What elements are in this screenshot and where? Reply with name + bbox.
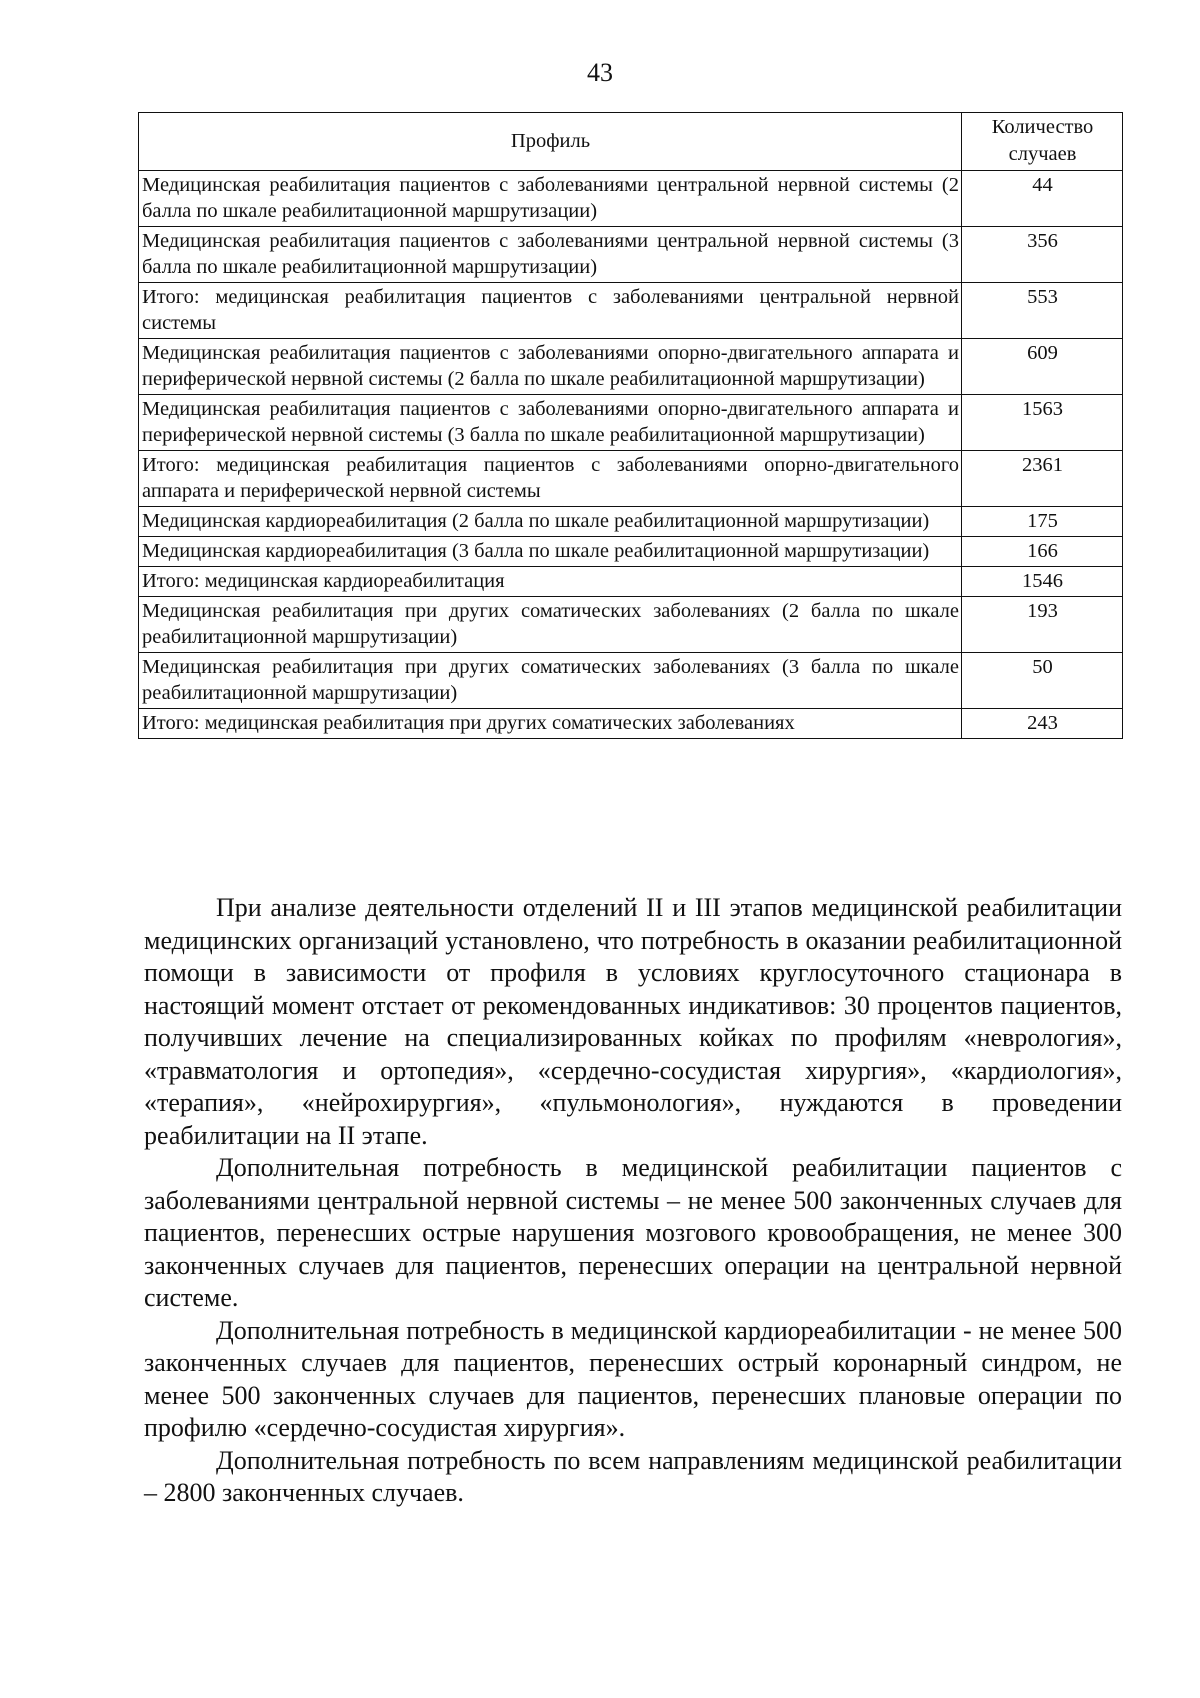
table-row [139, 339, 1123, 395]
table-header-row [139, 113, 1123, 171]
table-row [139, 451, 1123, 507]
table-row [139, 567, 1123, 597]
profile-cell: Медицинская реабилитация пациентов с заболеваниями опорно-двигательного аппарата и периферической нервной системы (2 балла по шкале реабилитационной маршрутизации) [139, 339, 962, 395]
profile-cell: Итого: медицинская кардиореабилитация [139, 567, 962, 597]
profile-cell: Медицинская реабилитация пациентов с заболеваниями центральной нервной системы (2 балла по шкале реабилитационной маршрутизации) [139, 171, 962, 227]
count-cell: 1563 [962, 395, 1123, 451]
profile-cell: Медицинская реабилитация пациентов с заболеваниями центральной нервной системы (3 балла по шкале реабилитационной маршрутизации) [139, 227, 962, 283]
profile-column-header: Профиль [139, 113, 962, 171]
count-cell: 553 [962, 283, 1123, 339]
profile-cell: Медицинская реабилитация при других соматических заболеваниях (2 балла по шкале реабилитационной маршрутизации) [139, 597, 962, 653]
count-cell: 50 [962, 653, 1123, 709]
count-cell: 356 [962, 227, 1123, 283]
profile-cell: Итого: медицинская реабилитация при других соматических заболеваниях [139, 709, 962, 739]
table-row [139, 709, 1123, 739]
count-cell: 609 [962, 339, 1123, 395]
table-row [139, 283, 1123, 339]
table-row [139, 171, 1123, 227]
count-cell: 2361 [962, 451, 1123, 507]
count-cell: 175 [962, 507, 1123, 537]
count-column-header: Количество случаев [962, 113, 1123, 171]
profile-cell: Итого: медицинская реабилитация пациентов с заболеваниями центральной нервной системы [139, 283, 962, 339]
paragraph: При анализе деятельности отделений II и III этапов медицинской реабилитации медицинских организаций установлено, что потребность в оказании реабилитационной помощи в зависимости от профиля в условиях круглосуточного стационара в настоящий момент отстает от рекомендованных индикативов: 30 процентов пациентов, получивших лечение на специализированных койках по профилям «неврология», «травматология и ортопедия», «сердечно-сосудистая хирургия», «кардиология», «терапия», «нейрохирургия», «пульмонология», нуждаются в проведении реабилитации на II этапе. [144, 893, 1122, 1150]
count-cell: 1546 [962, 567, 1123, 597]
paragraph: Дополнительная потребность в медицинской реабилитации пациентов с заболеваниями центральной нервной системы – не менее 500 законченных случаев для пациентов, перенесших острые нарушения мозгового кровообращения, не менее 300 законченных случаев для пациентов, перенесших операции на центральной нервной системе. [144, 1153, 1122, 1312]
table-row [139, 227, 1123, 283]
count-cell: 193 [962, 597, 1123, 653]
profile-cell: Медицинская кардиореабилитация (3 балла по шкале реабилитационной маршрутизации) [139, 537, 962, 567]
table-row [139, 537, 1123, 567]
profile-cell: Медицинская реабилитация при других соматических заболеваниях (3 балла по шкале реабилитационной маршрутизации) [139, 653, 962, 709]
profile-cell: Итого: медицинская реабилитация пациентов с заболеваниями опорно-двигательного аппарата и периферической нервной системы [139, 451, 962, 507]
table-row [139, 395, 1123, 451]
count-cell: 166 [962, 537, 1123, 567]
profile-cell: Медицинская реабилитация пациентов с заболеваниями опорно-двигательного аппарата и периферической нервной системы (3 балла по шкале реабилитационной маршрутизации) [139, 395, 962, 451]
count-cell: 243 [962, 709, 1123, 739]
table-row [139, 597, 1123, 653]
body-text [144, 892, 1122, 1510]
profile-cell: Медицинская кардиореабилитация (2 балла по шкале реабилитационной маршрутизации) [139, 507, 962, 537]
table-row [139, 653, 1123, 709]
table-row [139, 507, 1123, 537]
count-cell: 44 [962, 171, 1123, 227]
paragraph: Дополнительная потребность в медицинской кардиореабилитации - не менее 500 законченных случаев для пациентов, перенесших острый коронарный синдром, не менее 500 законченных случаев для пациентов, перенесших плановые операции по профилю «сердечно-сосудистая хирургия». [144, 1315, 1122, 1442]
paragraph: Дополнительная потребность по всем направлениям медицинской реабилитации – 2800 законченных случаев. [144, 1445, 1122, 1507]
profile-table [138, 112, 1123, 739]
page-number: 43 [587, 58, 613, 87]
